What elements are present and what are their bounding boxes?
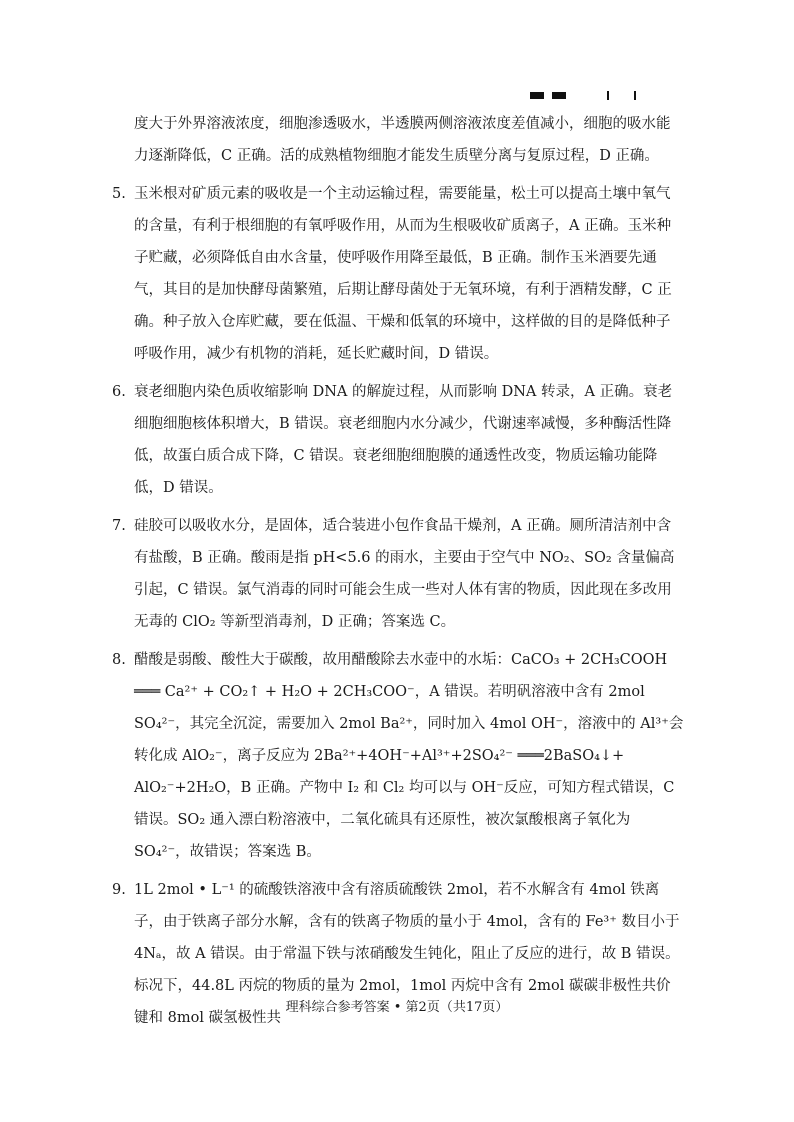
answer-item-6 [112, 376, 684, 504]
continuation-paragraph [112, 108, 684, 172]
item-text: 1L 2mol • L⁻¹ 的硫酸铁溶液中含有溶质硫酸铁 2mol，若不水解含有 4mol 铁离子，由于铁离子部分水解，含有的铁离子物质的量小于 4mol，含有的 Fe³⁺ 数目小于 4Nₐ，故 A 错误。由于常温下铁与浓硝酸发生钝化，阻止了反应的进行，故 B 错误。标况下，44.8L 丙烷的物质的量为 2mol，1mol 丙烷中含有 2mol 碳碳非极性共价键和 8mol 碳氢极性共 [134, 882, 680, 1026]
item-number: 7. [112, 518, 126, 534]
paragraph-text: 度大于外界溶液浓度，细胞渗透吸水，半透膜两侧溶液浓度差值减小，细胞的吸水能力逐渐降低，C 正确。活的成熟植物细胞才能发生质壁分离与复原过程，D 正确。 [134, 116, 671, 164]
header-block-mark [552, 92, 566, 99]
page-footer: 理科综合参考答案 • 第2页（共17页） [285, 1000, 509, 1015]
item-text: 玉米根对矿质元素的吸收是一个主动运输过程，需要能量，松土可以提高土壤中氧气的含量，有利于根细胞的有氧呼吸作用，从而为生根吸收矿质离子，A 正确。玉米种子贮藏，必须降低自由水含量，使呼吸作用降至最低，B 正确。制作玉米酒要先通气，其目的是加快酵母菌繁殖，后期让酵母菌处于无氧环境，有利于酒精发酵，C 正确。种子放入仓库贮藏，要在低温、干燥和低氧的环境中，这样做的目的是降低种子呼吸作用，减少有机物的消耗，延长贮藏时间，D 错误。 [134, 186, 672, 362]
header-tick-mark [607, 91, 609, 100]
answer-item-8 [112, 644, 684, 868]
header-tick-mark [634, 91, 636, 100]
item-number: 9. [112, 882, 126, 898]
item-number: 8. [112, 652, 126, 668]
answer-item-7 [112, 510, 684, 638]
item-text: 衰老细胞内染色质收缩影响 DNA 的解旋过程，从而影响 DNA 转录，A 正确。衰老细胞细胞核体积增大，B 错误。衰老细胞内水分减少，代谢速率减慢，多种酶活性降低，故蛋白质合成下降，C 错误。衰老细胞细胞膜的通透性改变，物质运输功能降低，D 错误。 [134, 384, 673, 496]
item-number: 6. [112, 384, 126, 400]
item-text: 硅胶可以吸收水分，是固体，适合装进小包作食品干燥剂，A 正确。厕所清洁剂中含有盐酸，B 正确。酸雨是指 pH<5.6 的雨水，主要由于空气中 NO₂、SO₂ 含量偏高引起，C 错误。氯气消毒的同时可能会生成一些对人体有害的物质，因此现在多改用无毒的 ClO₂ 等新型消毒剂，D 正确；答案选 C。 [134, 518, 675, 630]
answer-content [112, 108, 684, 1034]
header-block-mark [530, 92, 544, 99]
answer-item-5 [112, 178, 684, 370]
item-text: 醋酸是弱酸、酸性大于碳酸，故用醋酸除去水壶中的水垢：CaCO₃ + 2CH₃COOH ═══ Ca²⁺ + CO₂↑ + H₂O + 2CH₃COO⁻，A 错误。若明矾溶液中含有 2mol SO₄²⁻，其完全沉淀，需要加入 2mol Ba²⁺，同时加入 4mol OH⁻，溶液中的 Al³⁺会转化成 AlO₂⁻，离子反应为 2Ba²⁺+4OH⁻+Al³⁺+2SO₄²⁻ ═══2BaSO₄↓+ AlO₂⁻+2H₂O，B 正确。产物中 I₂ 和 Cl₂ 均可以与 OH⁻反应，可知方程式错误，C 错误。SO₂ 通入漂白粉溶液中，二氧化硫具有还原性，被次氯酸根离子氧化为 SO₄²⁻，故错误；答案选 B。 [134, 652, 684, 860]
item-number: 5. [112, 186, 126, 202]
